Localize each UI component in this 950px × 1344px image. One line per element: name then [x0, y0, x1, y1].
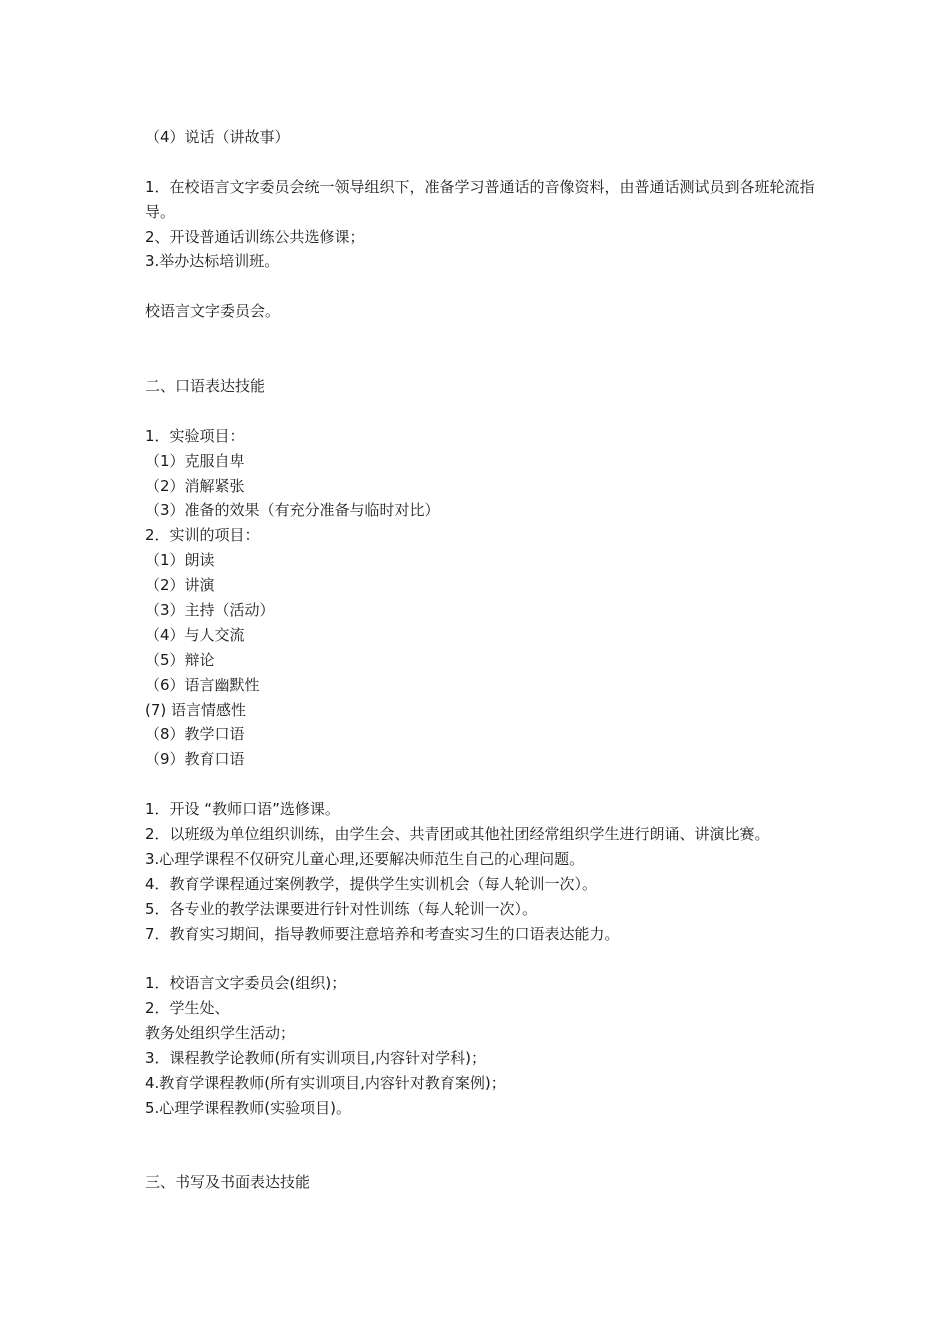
text-line: 5.心理学课程教师(实验项目)。: [145, 1098, 352, 1117]
text-line: （2）讲演: [145, 576, 215, 595]
text-line: （9）教育口语: [145, 750, 245, 769]
text-line: 2．学生处、: [145, 999, 230, 1018]
text-line: （5）辩论: [145, 650, 215, 669]
text-line: 7．教育实习期间，指导教师要注意培养和考查实习生的口语表达能力。: [145, 924, 620, 943]
section-spacer: [145, 1121, 825, 1171]
document-body: [145, 125, 825, 1195]
text-line: （2）消解紧张: [145, 476, 245, 495]
text-line: （1）朗读: [145, 551, 215, 570]
text-line: 3．课程教学论教师(所有实训项目,内容针对学科)；: [145, 1049, 487, 1068]
text-line: 5．各专业的教学法课要进行针对性训练（每人轮训一次）。: [145, 899, 538, 918]
text-line: 2．以班级为单位组织训练，由学生会、共青团或其他社团经常组织学生进行朗诵、讲演比赛。: [145, 824, 770, 843]
text-line: （3）准备的效果（有充分准备与临时对比）: [145, 501, 440, 520]
text-line: 1．在校语言文字委员会统一领导组织下，准备学习普通话的音像资料，由普通话测试员到各班轮流指导。: [145, 177, 815, 221]
text-line: 三、书写及书面表达技能: [145, 1173, 311, 1192]
text-line: 教务处组织学生活动；: [145, 1024, 296, 1043]
text-line: 1．开设 “教师口语”选修课。: [145, 800, 340, 819]
text-line: （4）说话（讲故事）: [145, 128, 290, 146]
text-line: （1）克服自卑: [145, 451, 245, 470]
blank-line: [145, 274, 825, 299]
text-line: （4）与人交流: [145, 625, 245, 644]
blank-line: [145, 946, 825, 971]
text-line: 1．实验项目：: [145, 426, 245, 445]
text-line: 4．教育学课程通过案例教学，提供学生实训机会（每人轮训一次）。: [145, 874, 598, 893]
text-line: 2．实训的项目：: [145, 526, 260, 545]
text-line: (7) 语言情感性: [145, 700, 247, 719]
text-line: 2、开设普通话训练公共选修课；: [145, 227, 365, 246]
text-line: 3.心理学课程不仅研究儿童心理,还要解决师范生自己的心理问题。: [145, 849, 585, 868]
section-spacer: [145, 324, 825, 374]
text-line: 1．校语言文字委员会(组织)；: [145, 974, 347, 993]
text-line: （8）教学口语: [145, 725, 245, 744]
text-line: （6）语言幽默性: [145, 675, 260, 694]
text-line: （3）主持（活动）: [145, 600, 275, 619]
text-line: 3.举办达标培训班。: [145, 252, 280, 271]
text-line: 二、口语表达技能: [145, 376, 266, 395]
blank-line: [145, 150, 825, 175]
blank-line: [145, 772, 825, 797]
blank-line: [145, 399, 825, 424]
text-line: 4.教育学课程教师(所有实训项目,内容针对教育案例)；: [145, 1073, 506, 1092]
text-line: 校语言文字委员会。: [145, 302, 281, 321]
